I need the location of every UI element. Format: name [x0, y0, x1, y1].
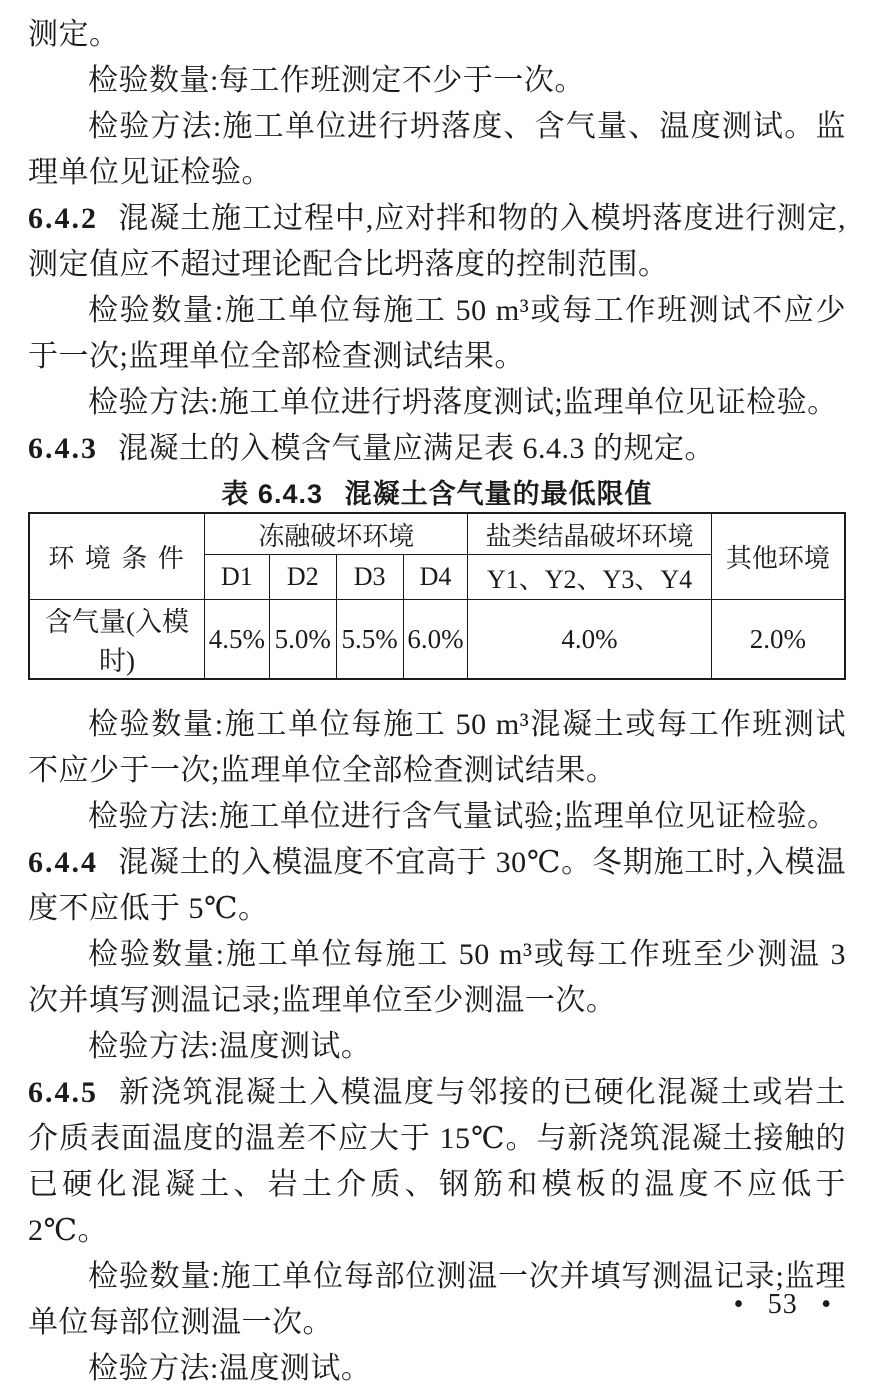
clause-number: 6.4.4 — [28, 846, 98, 879]
clause-check-method: 检验方法:施工单位进行坍落度、含气量、温度测试。监理单位见证检验。 — [28, 110, 846, 189]
clause-check-method: 检验方法:施工单位进行坍落度测试;监理单位见证检验。 — [88, 386, 838, 419]
clause-number: 6.4.2 — [28, 202, 98, 235]
clause-number: 6.4.3 — [28, 432, 98, 465]
clause-6-4-4 — [28, 840, 846, 932]
clause-text: 混凝土施工过程中,应对拌和物的入模坍落度进行测定,测定值应不超过理论配合比坍落度的控制范围。 — [28, 202, 846, 281]
table-cell-y-value: 4.0% — [468, 600, 711, 680]
clause-number: 6.4.5 — [28, 1076, 98, 1109]
clause-check-quantity: 检验数量:施工单位每部位测温一次并填写测温记录;监理单位每部位测温一次。 — [28, 1260, 846, 1339]
table-cell-d2-value: 5.0% — [269, 600, 336, 680]
clause-check-method: 检验方法:温度测试。 — [88, 1030, 372, 1063]
clause-check-method: 检验方法:温度测试。 — [88, 1352, 372, 1385]
table-header-y-classes: Y1、Y2、Y3、Y4 — [468, 555, 711, 600]
table-header-salt-crystal: 盐类结晶破坏环境 — [468, 513, 711, 555]
table-cell-d3-value: 5.5% — [336, 600, 403, 680]
table-caption-number: 表 6.4.3 — [221, 479, 323, 509]
table-cell-d4-value: 6.0% — [403, 600, 468, 680]
table-header-d2: D2 — [269, 555, 336, 600]
clause-check-quantity: 检验数量:施工单位每施工 50 m³混凝土或每工作班测试不应少于一次;监理单位全部检查测试结果。 — [28, 708, 846, 787]
table-row-label: 含气量(入模时) — [29, 600, 204, 680]
clause-text: 混凝土的入模温度不宜高于 30℃。冬期施工时,入模温度不应低于 5℃。 — [28, 846, 846, 925]
clause-6-4-5 — [28, 1070, 846, 1254]
table-header-env-condition: 环 境 条 件 — [29, 513, 204, 600]
clause-continuation: 测定。 — [28, 18, 120, 51]
clause-check-quantity: 检验数量:每工作班测定不少于一次。 — [88, 64, 585, 97]
clause-check-method: 检验方法:施工单位进行含气量试验;监理单位见证检验。 — [88, 800, 838, 833]
clause-check-quantity: 检验数量:施工单位每施工 50 m³或每工作班测试不应少于一次;监理单位全部检查测试结果。 — [28, 294, 846, 373]
table-cell-other-value: 2.0% — [711, 600, 845, 680]
table-header-other-env: 其他环境 — [711, 513, 845, 600]
clause-text: 新浇筑混凝土入模温度与邻接的已硬化混凝土或岩土介质表面温度的温差不应大于 15℃。与新浇筑混凝土接触的已硬化混凝土、岩土介质、钢筋和模板的温度不应低于 2℃。 — [28, 1076, 846, 1247]
page-number: • 53 • — [733, 1289, 832, 1320]
air-content-table — [28, 512, 846, 680]
table-caption — [28, 476, 846, 512]
table-header-freeze-thaw: 冻融破坏环境 — [204, 513, 468, 555]
table-row — [29, 600, 845, 680]
table-cell-d1-value: 4.5% — [204, 600, 269, 680]
table-caption-title: 混凝土含气量的最低限值 — [344, 479, 653, 509]
table-header-d1: D1 — [204, 555, 269, 600]
table-header-d4: D4 — [403, 555, 468, 600]
clause-text: 混凝土的入模含气量应满足表 6.4.3 的规定。 — [118, 432, 715, 465]
clause-6-4-2 — [28, 196, 846, 288]
table-header-d3: D3 — [336, 555, 403, 600]
clause-check-quantity: 检验数量:施工单位每施工 50 m³或每工作班至少测温 3 次并填写测温记录;监理单位至少测温一次。 — [28, 938, 846, 1017]
clause-6-4-3 — [28, 426, 846, 472]
